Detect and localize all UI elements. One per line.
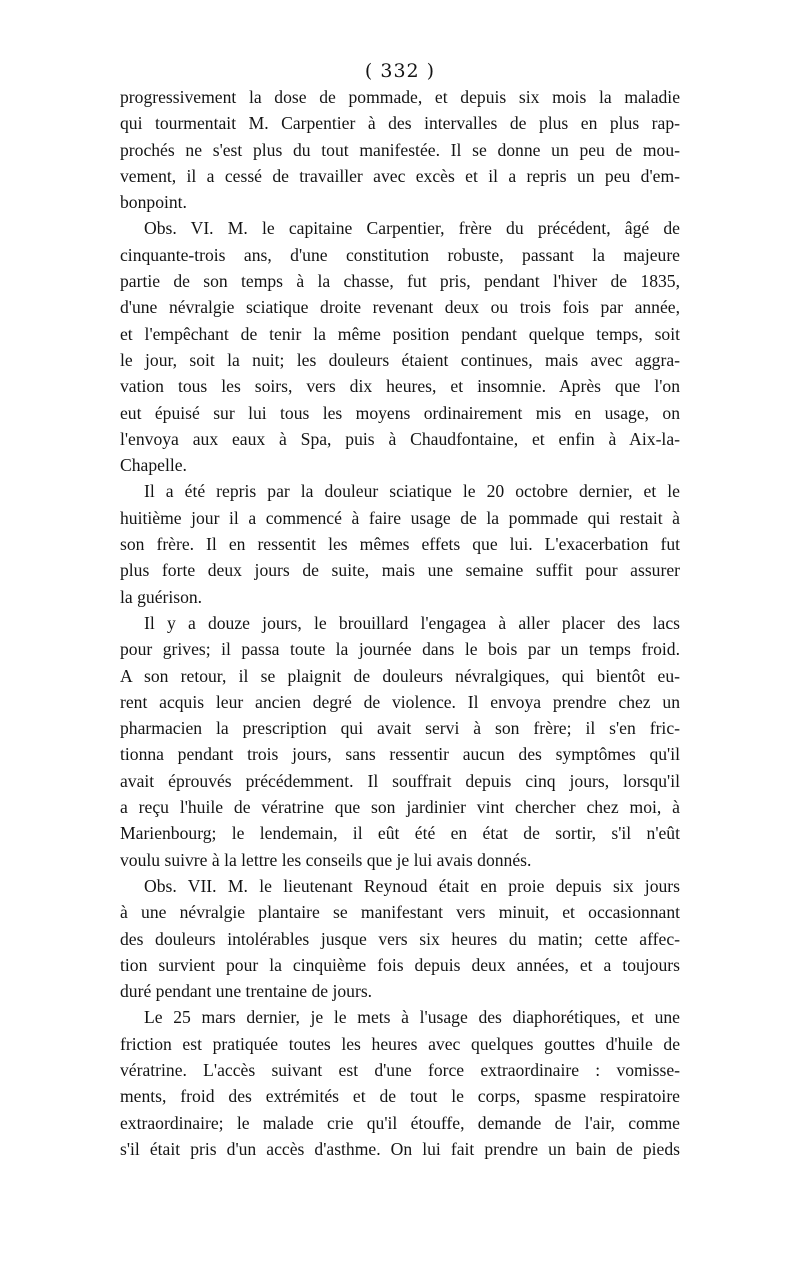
text-line: la guérison. — [120, 586, 203, 607]
text-line: extraordinaire; le malade crie qu'il étouffe, demande de l'air, comme — [120, 1112, 680, 1133]
text-line: vératrine. L'accès suivant est d'une force extraordinaire : vomisse- — [120, 1059, 680, 1080]
text-line: prochés ne s'est plus du tout manifestée. Il se donne un peu de mou- — [120, 139, 680, 160]
text-line: avait éprouvés précédemment. Il souffrait depuis cinq jours, lorsqu'il — [120, 770, 680, 791]
text-line: plus forte deux jours de suite, mais une semaine suffit pour assurer — [120, 560, 680, 581]
text-line: progressivement la dose de pommade, et depuis six mois la maladie — [120, 87, 680, 107]
text-line: partie de son temps à la chasse, fut pris, pendant l'hiver de 1835, — [120, 271, 680, 292]
text-line: des douleurs intolérables jusque vers six heures du matin; cette affec- — [120, 928, 680, 949]
text-line: vation tous les soirs, vers dix heures, et insomnie. Après que l'on — [120, 376, 680, 397]
text-line: friction est pratiquée toutes les heures avec quelques gouttes d'huile de — [120, 1033, 680, 1054]
text-line: le jour, soit la nuit; les douleurs étaient continues, mais avec aggra- — [120, 349, 680, 370]
text-line: Obs. VI. M. le capitaine Carpentier, frère du précédent, âgé de — [144, 218, 680, 239]
body-text — [120, 84, 680, 1162]
text-line: Marienbourg; le lendemain, il eût été en état de sortir, s'il n'eût — [120, 823, 680, 844]
text-line: bonpoint. — [120, 192, 187, 213]
text-line: A son retour, il se plaignit de douleurs névralgiques, qui bientôt eu- — [120, 665, 680, 686]
text-line: l'envoya aux eaux à Spa, puis à Chaudfontaine, et enfin à Aix-la- — [120, 428, 680, 449]
text-line: qui tourmentait M. Carpentier à des intervalles de plus en plus rap- — [120, 113, 680, 134]
text-line: Le 25 mars dernier, je le mets à l'usage des diaphorétiques, et une — [144, 1007, 680, 1028]
text-line: duré pendant une trentaine de jours. — [120, 981, 373, 1002]
text-line: rent acquis leur ancien degré de violence. Il envoya prendre chez un — [120, 691, 680, 712]
text-line: Il a été repris par la douleur sciatique le 20 octobre dernier, et le — [144, 481, 680, 502]
page-number: ( 332 ) — [364, 60, 436, 82]
text-line: s'il était pris d'un accès d'asthme. On lui fait prendre un bain de pieds — [120, 1138, 680, 1159]
text-line: eut épuisé sur lui tous les moyens ordinairement mis en usage, on — [120, 402, 680, 423]
text-line: pharmacien la prescription qui avait servi à son frère; il s'en fric- — [120, 718, 680, 739]
text-line: son frère. Il en ressentit les mêmes effets que lui. L'exacerbation fut — [120, 534, 680, 555]
text-line: Il y a douze jours, le brouillard l'engagea à aller placer des lacs — [144, 612, 680, 633]
text-line: voulu suivre à la lettre les conseils que je lui avais donnés. — [120, 849, 532, 870]
text-line: vement, il a cessé de travailler avec excès et il a repris un peu d'em- — [120, 165, 680, 186]
text-line: tionna pendant trois jours, sans ressentir aucun des symptômes qu'il — [120, 744, 680, 765]
text-line: Chapelle. — [120, 455, 187, 476]
text-line: et l'empêchant de tenir la même position pendant quelque temps, soit — [120, 323, 680, 344]
text-line: huitième jour il a commencé à faire usage de la pommade qui restait à — [120, 507, 680, 528]
text-line: à une névralgie plantaire se manifestant vers minuit, et occasionnant — [120, 902, 680, 923]
text-line: d'une névralgie sciatique droite revenant deux ou trois fois par année, — [120, 297, 680, 318]
text-line: Obs. VII. M. le lieutenant Reynoud était en proie depuis six jours — [144, 875, 680, 896]
text-line: ments, froid des extrémités et de tout le corps, spasme respiratoire — [120, 1086, 680, 1107]
text-line: pour grives; il passa toute la journée dans le bois par un temps froid. — [120, 639, 680, 660]
text-line: a reçu l'huile de vératrine que son jardinier vint chercher chez moi, à — [120, 797, 680, 818]
text-line: tion survient pour la cinquième fois depuis deux années, et a toujours — [120, 954, 680, 975]
text-line: cinquante-trois ans, d'une constitution robuste, passant la majeure — [120, 244, 680, 265]
